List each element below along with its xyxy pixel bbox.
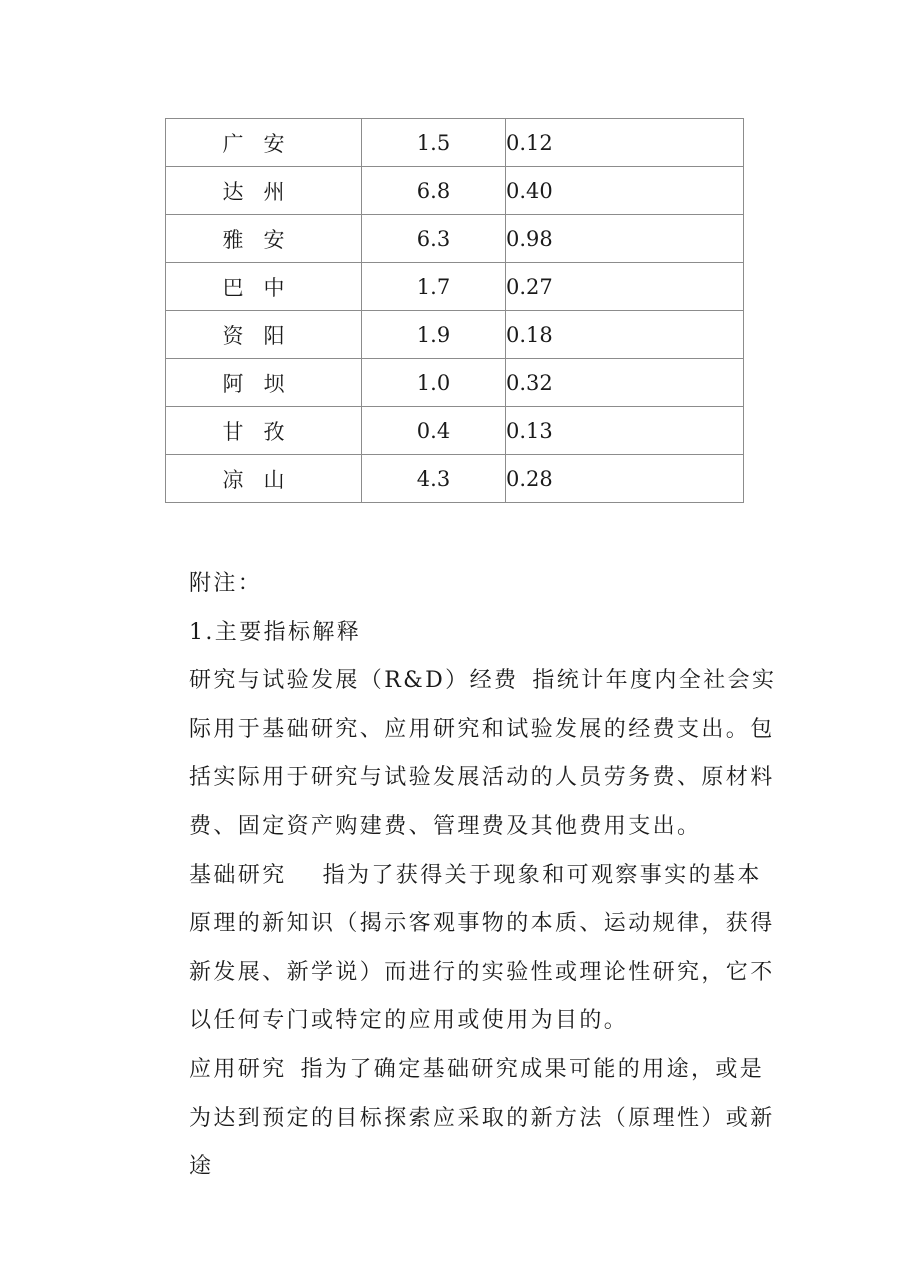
- table-row: [166, 407, 744, 455]
- region-cell: 广安: [166, 119, 362, 167]
- applied-definition: 指为了确定基础研究成果可能的用途，或是为达到预定的目标探索应采取的新方法（原理性）或新途: [189, 1056, 775, 1180]
- basic-definition: 指为了获得关于现象和可观察事实的基本原理的新知识（揭示客观事物的本质、运动规律，获得新发展、新学说）而进行的实验性或理论性研究，它不以任何专门或特定的应用或使用为目的。: [189, 862, 775, 1034]
- region-cell: 雅安: [166, 215, 362, 263]
- value-cell: 1.0: [362, 359, 506, 407]
- value-cell: 1.9: [362, 311, 506, 359]
- table-row: [166, 167, 744, 215]
- regional-data-table: [165, 118, 744, 503]
- table-row: [166, 119, 744, 167]
- region-cell: 达州: [166, 167, 362, 215]
- applied-term: 应用研究: [189, 1056, 287, 1082]
- region-cell: 甘孜: [166, 407, 362, 455]
- applied-research-paragraph: [139, 1046, 779, 1192]
- value-cell: 0.12: [506, 119, 744, 167]
- value-cell: 0.27: [506, 263, 744, 311]
- value-cell: 0.98: [506, 215, 744, 263]
- value-cell: 1.5: [362, 119, 506, 167]
- table-row: [166, 359, 744, 407]
- region-cell: 巴中: [166, 263, 362, 311]
- notes-heading: 附注：: [189, 571, 263, 596]
- rd-term: 研究与试验发展（R&D）经费: [189, 668, 519, 694]
- notes-subheading: 1.主要指标解释: [189, 619, 362, 645]
- table-row: [166, 215, 744, 263]
- rd-definition: 指统计年度内全社会实际用于基础研究、应用研究和试验发展的经费支出。包括实际用于研究与试验发展活动的人员劳务费、原材料费、固定资产购建费、管理费及其他费用支出。: [189, 668, 777, 839]
- rd-definition-paragraph: [139, 657, 779, 851]
- value-cell: 0.28: [506, 455, 744, 503]
- basic-term: 基础研究: [189, 862, 287, 888]
- region-cell: 阿坝: [166, 359, 362, 407]
- table-row: [166, 263, 744, 311]
- value-cell: 6.3: [362, 215, 506, 263]
- value-cell: 0.13: [506, 407, 744, 455]
- basic-research-paragraph: [139, 852, 779, 1046]
- table-body: [166, 119, 744, 503]
- region-cell: 凉山: [166, 455, 362, 503]
- value-cell: 0.4: [362, 407, 506, 455]
- value-cell: 0.32: [506, 359, 744, 407]
- notes-section: [139, 560, 779, 1192]
- value-cell: 0.40: [506, 167, 744, 215]
- value-cell: 0.18: [506, 311, 744, 359]
- table-row: [166, 455, 744, 503]
- region-cell: 资阳: [166, 311, 362, 359]
- value-cell: 6.8: [362, 167, 506, 215]
- value-cell: 4.3: [362, 455, 506, 503]
- value-cell: 1.7: [362, 263, 506, 311]
- table-row: [166, 311, 744, 359]
